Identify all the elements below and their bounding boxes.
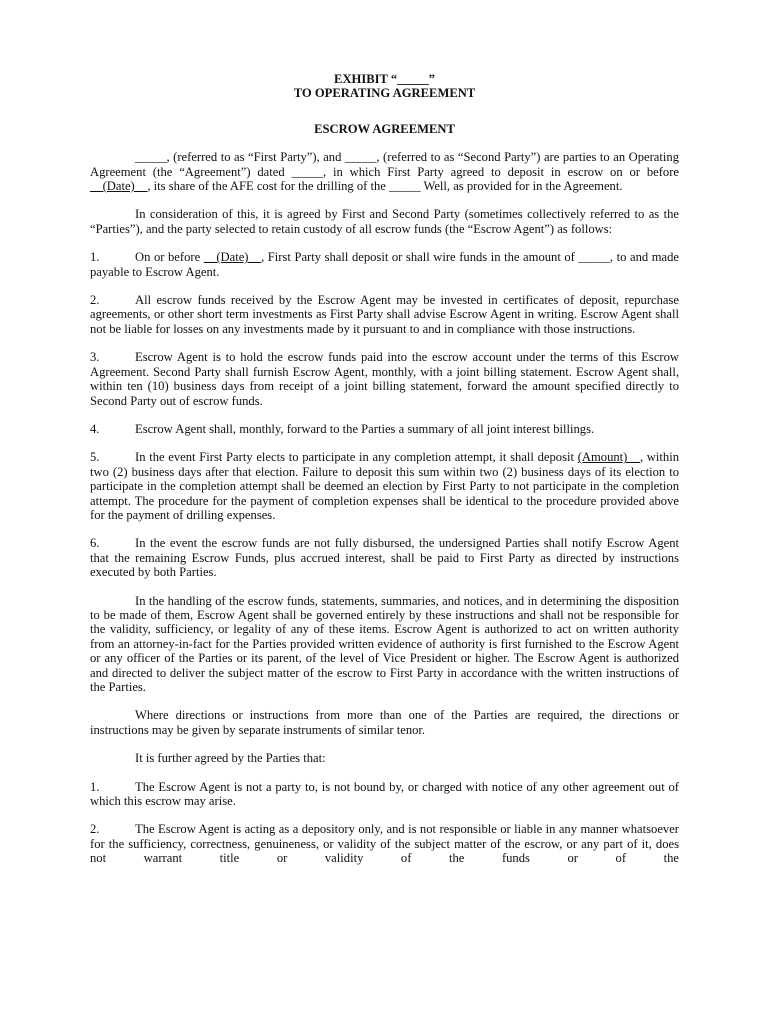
clause-2	[90, 293, 679, 336]
clause-2-text: All escrow funds received by the Escrow Agent may be invested in certificates of deposit, repurchase agreements, or other short term investments as First Party shall advise Escrow Agent in writing. Escrow Agent shall not be liable for losses on any investments made by it pursuant to and in compliance with those instructions.	[90, 293, 679, 336]
document-page	[90, 72, 679, 880]
further-clause-2-text: The Escrow Agent is acting as a depository only, and is not responsible or liable in any manner whatsoever for the sufficiency, correctness, genuineness, or validity of the subject matter of the escrow, or any part of it, does not warrant title or validity of the funds or of the	[90, 822, 679, 866]
clause-5-text-a: In the event First Party elects to participate in any completion attempt, it shall deposit	[135, 450, 578, 465]
clause-number: 2.	[90, 822, 100, 837]
clause-4	[90, 422, 679, 436]
clause-5	[90, 450, 679, 522]
clause-3-text: Escrow Agent is to hold the escrow funds paid into the escrow account under the terms of this Escrow Agreement. Second Party shall furnish Escrow Agent, monthly, with a joint billing statement. Escrow Agent shall, within ten (10) business days from receipt of a joint billing statement, forward the amount specified directly to Second Party out of escrow funds.	[90, 350, 679, 408]
intro-date-blank: __(Date)__	[90, 179, 148, 194]
clause-number: 1.	[90, 250, 100, 265]
clause-number: 2.	[90, 293, 100, 308]
intro-text-a: _____, (referred to as “First Party”), and _____, (referred to as “Second Party”) are parties to an Operating Agreement (the “Agreement”) dated _____, in which First Party agreed to deposit in escrow on or before	[90, 150, 679, 179]
handling-paragraph: In the handling of the escrow funds, statements, summaries, and notices, and in determining the disposition to be made of them, Escrow Agent shall be governed entirely by these instructions and shall not be responsible for the validity, sufficiency, or legality of any of these items. Escrow Agent is authorized to act on written authority from an attorney-in-fact for the Parties provided written evidence of authority is first furnished to the Escrow Agent or any officer of the Parties or its parent, of the level of Vice President or higher. The Escrow Agent is authorized and directed to deliver the subject matter of the escrow to First Party in accordance with the written instructions of the Parties.	[90, 593, 679, 694]
further-clause-2	[90, 822, 679, 865]
further-agreed-paragraph: It is further agreed by the Parties that:	[135, 751, 326, 766]
clause-number: 1.	[90, 779, 100, 794]
intro-paragraph	[90, 150, 679, 193]
clause-1	[90, 250, 679, 279]
clause-5-amount-blank: (Amount)__	[577, 450, 640, 465]
further-clause-1-text: The Escrow Agent is not a party to, is not bound by, or charged with notice of any other agreement out of which this escrow may arise.	[90, 779, 679, 809]
further-clause-1	[90, 780, 679, 809]
directions-paragraph: Where directions or instructions from more than one of the Parties are required, the directions or instructions may be given by separate instruments of similar tenor.	[90, 708, 679, 737]
clause-3	[90, 350, 679, 408]
clause-1-text-b: , First Party shall deposit or shall wire funds in the amount of _____, to and made payable to Escrow Agent.	[90, 250, 679, 279]
exhibit-subtitle: TO OPERATING AGREEMENT	[293, 86, 476, 101]
document-title: ESCROW AGREEMENT	[314, 121, 455, 136]
clause-number: 5.	[90, 450, 100, 465]
intro-text-b: , its share of the AFE cost for the drilling of the _____ Well, as provided for in the Agreement.	[147, 179, 623, 194]
clause-4-text: Escrow Agent shall, monthly, forward to the Parties a summary of all joint interest billings.	[135, 421, 595, 436]
clause-number: 3.	[90, 350, 100, 365]
consideration-paragraph: In consideration of this, it is agreed by First and Second Party (sometimes collectively referred to as the “Parties”), and the party selected to retain custody of all escrow funds (the “Escrow Agent”) as follows:	[90, 207, 679, 236]
clause-5-text-b: , within two (2) business days after that election. Failure to deposit this sum within two (2) business days of its election to participate in the completion attempt shall be deemed an election by First Party to not participate in the completion attempt. The procedure for the payment of completion expenses shall be identical to the procedure provided above for the payment of drilling expenses.	[90, 450, 679, 522]
clause-6-text: In the event the escrow funds are not fully disbursed, the undersigned Parties shall notify Escrow Agent that the remaining Escrow Funds, plus accrued interest, shall be paid to First Party as directed by instructions executed by both Parties.	[90, 536, 679, 580]
clause-1-text-a: On or before	[135, 250, 204, 265]
clause-number: 6.	[90, 536, 100, 551]
clause-6	[90, 536, 679, 579]
clause-number: 4.	[90, 421, 100, 436]
exhibit-heading: EXHIBIT “_____”	[334, 72, 435, 86]
clause-1-date-blank: __(Date)__	[203, 250, 262, 265]
